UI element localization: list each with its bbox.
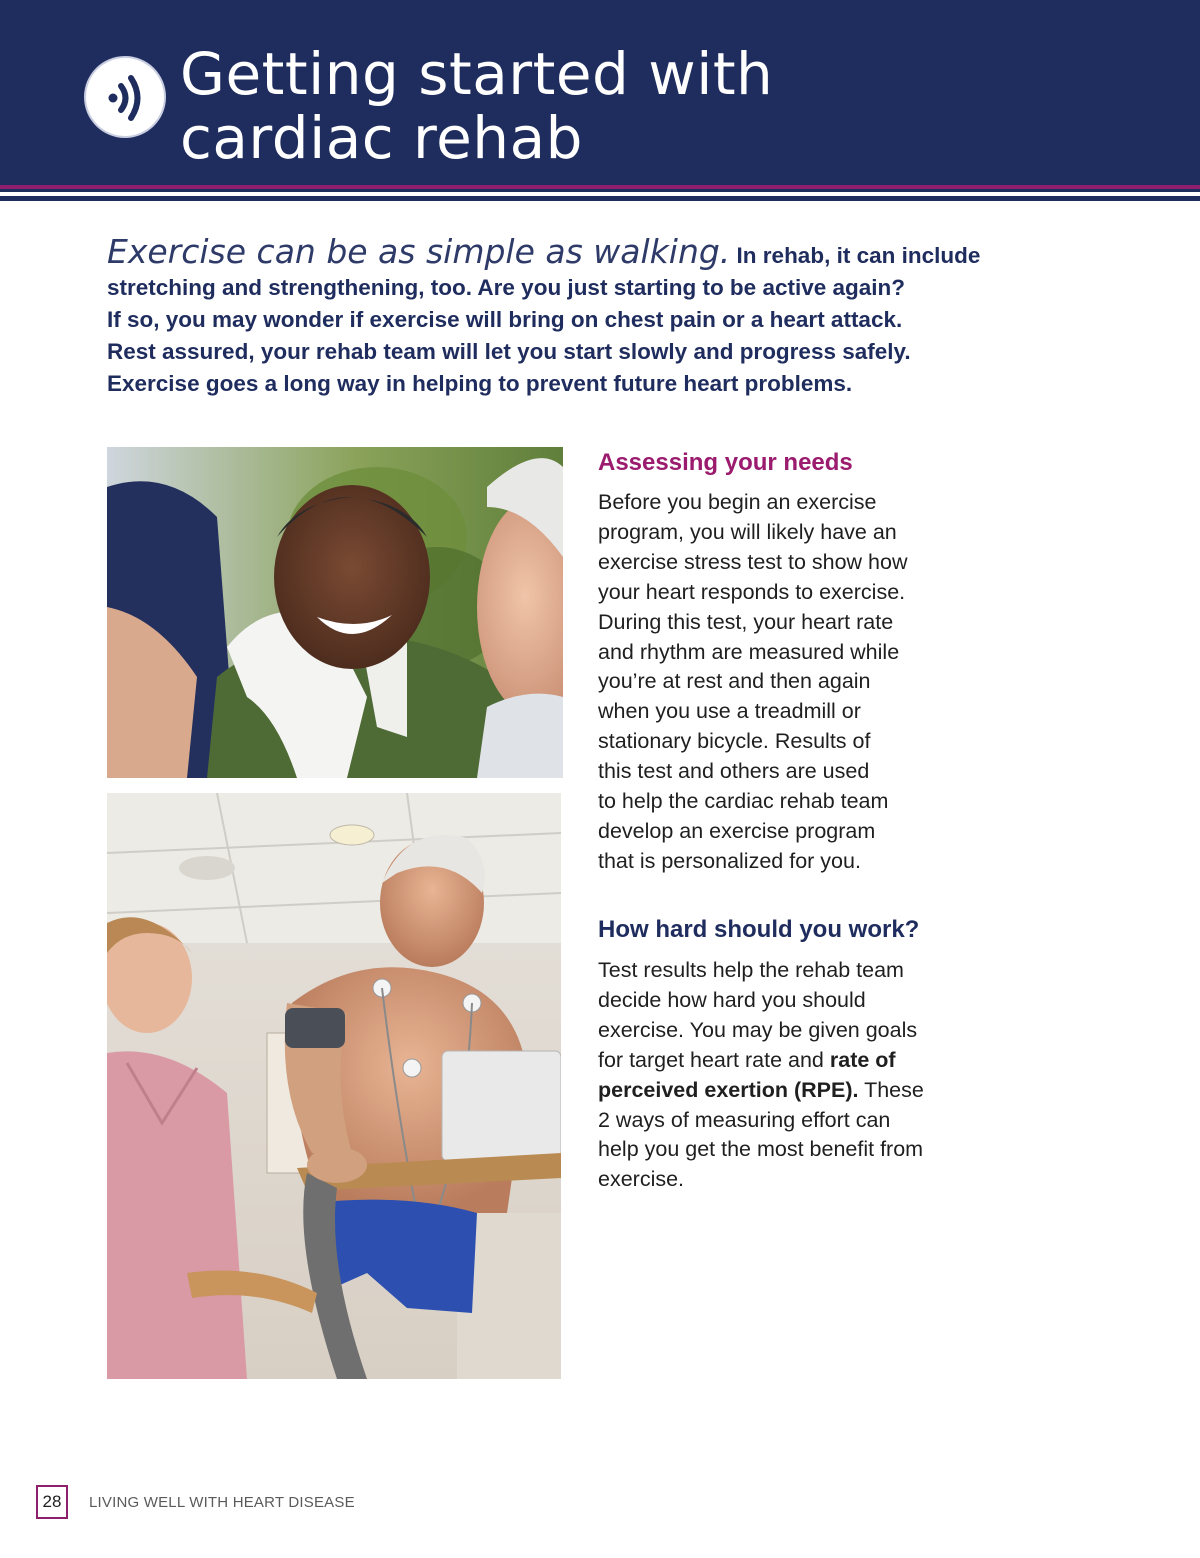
intro-text: stretching and strengthening, too. Are you just starting to be active again? [107, 275, 906, 300]
publication-title: LIVING WELL WITH HEART DISEASE [89, 1494, 355, 1511]
assessing-paragraph [598, 488, 988, 877]
page-number: 28 [36, 1485, 68, 1519]
text-line: 2 ways of measuring effort can [598, 1107, 891, 1132]
divider-stripe [0, 189, 1200, 192]
text-line: During this test, your heart rate [598, 609, 894, 634]
intro-text: Rest assured, your rehab team will let you start slowly and progress safely. [107, 339, 911, 364]
title-line: cardiac rehab [180, 104, 583, 172]
how-hard-paragraph [598, 956, 988, 1195]
section-heading-how-hard: How hard should you work? [598, 916, 920, 943]
text-line: Before you begin an exercise [598, 490, 877, 514]
bold-term: perceived exertion (RPE). [598, 1077, 859, 1102]
divider-stripe [0, 196, 1200, 201]
text-line: help you get the most benefit from [598, 1137, 924, 1162]
photo-treadmill-test [107, 793, 561, 1379]
section-heading-assessing: Assessing your needs [598, 449, 853, 476]
page-title [180, 42, 1080, 170]
text-line: Test results help the rehab team [598, 958, 904, 982]
text-line: exercise. You may be given goals [598, 1017, 918, 1042]
intro-text: In rehab, it can include [730, 243, 981, 268]
text-run: for target heart rate and [598, 1047, 830, 1072]
text-line [598, 1076, 988, 1106]
text-line: that is personalized for you. [598, 848, 861, 873]
intro-lead: Exercise can be as simple as walking. [107, 232, 731, 271]
intro-paragraph [107, 232, 1007, 400]
title-line: Getting started with [180, 40, 774, 108]
text-line: decide how hard you should [598, 987, 866, 1012]
text-line: your heart responds to exercise. [598, 579, 906, 604]
text-run: These [858, 1077, 924, 1102]
text-line: stationary bicycle. Results of [598, 729, 871, 754]
audio-waves-icon [86, 58, 164, 136]
text-line: develop an exercise program [598, 818, 876, 843]
text-line: and rhythm are measured while [598, 639, 900, 664]
text-line: exercise stress test to show how [598, 549, 908, 574]
text-line: to help the cardiac rehab team [598, 789, 889, 814]
intro-text: If so, you may wonder if exercise will bring on chest pain or a heart attack. [107, 307, 903, 332]
text-line: you’re at rest and then again [598, 669, 871, 694]
text-line: exercise. [598, 1167, 685, 1192]
intro-text: Exercise goes a long way in helping to prevent future heart problems. [107, 371, 853, 396]
text-line [598, 1046, 988, 1076]
photo-men-laughing [107, 447, 563, 778]
text-line: this test and others are used [598, 759, 870, 784]
text-line: program, you will likely have an [598, 519, 897, 544]
bold-term: rate of [829, 1047, 896, 1072]
text-line: when you use a treadmill or [598, 699, 861, 724]
